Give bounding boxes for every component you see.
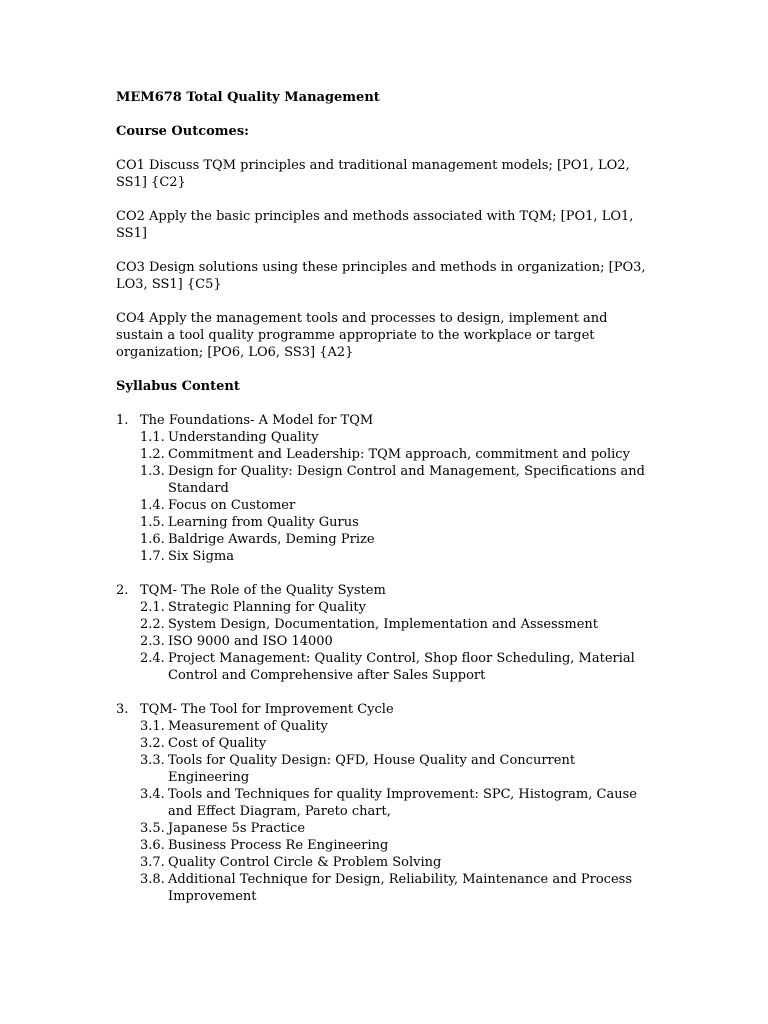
item-text: Tools for Quality Design: QFD, House Quality and Concurrent Engineering xyxy=(168,753,576,785)
item-number: 3.1. xyxy=(140,719,165,734)
section-number: 3. xyxy=(116,702,129,717)
item-number: 3.5. xyxy=(140,821,165,836)
list-item xyxy=(116,735,648,752)
list-item xyxy=(116,752,648,786)
section-number: 1. xyxy=(116,413,129,428)
section-heading xyxy=(116,412,648,429)
document-content xyxy=(116,89,648,905)
item-number: 3.7. xyxy=(140,855,165,870)
item-number: 3.2. xyxy=(140,736,165,751)
list-item xyxy=(116,820,648,837)
item-number: 1.7. xyxy=(140,549,165,564)
item-number: 3.8. xyxy=(140,872,165,887)
list-item xyxy=(116,786,648,820)
course-outcome-1: CO1 Discuss TQM principles and traditional management models; [PO1, LO2, SS1] {C2} xyxy=(116,158,630,190)
item-number: 1.4. xyxy=(140,498,165,513)
item-number: 3.3. xyxy=(140,753,165,768)
list-item xyxy=(116,446,648,463)
item-number: 1.5. xyxy=(140,515,165,530)
item-text: ISO 9000 and ISO 14000 xyxy=(168,634,333,649)
item-text: Six Sigma xyxy=(168,549,234,564)
item-number: 1.1. xyxy=(140,430,165,445)
section-title: TQM- The Role of the Quality System xyxy=(140,583,386,598)
course-outcomes-heading: Course Outcomes: xyxy=(116,124,249,139)
item-text: System Design, Documentation, Implementation and Assessment xyxy=(168,617,598,632)
item-text: Learning from Quality Gurus xyxy=(168,515,359,530)
list-item xyxy=(116,548,648,565)
item-number: 1.6. xyxy=(140,532,165,547)
list-item xyxy=(116,616,648,633)
item-number: 2.2. xyxy=(140,617,165,632)
item-number: 1.3. xyxy=(140,464,165,479)
item-number: 2.3. xyxy=(140,634,165,649)
syllabus-section-2 xyxy=(116,582,648,684)
list-item xyxy=(116,497,648,514)
item-text: Strategic Planning for Quality xyxy=(168,600,366,615)
list-item xyxy=(116,837,648,854)
syllabus-section-3 xyxy=(116,701,648,905)
item-text: Design for Quality: Design Control and Management, Specifications and Standard xyxy=(168,464,645,496)
item-text: Measurement of Quality xyxy=(168,719,328,734)
item-text: Japanese 5s Practice xyxy=(168,821,306,836)
item-number: 2.4. xyxy=(140,651,165,666)
list-item xyxy=(116,718,648,735)
list-item xyxy=(116,463,648,497)
list-item xyxy=(116,650,648,684)
list-item xyxy=(116,854,648,871)
list-item xyxy=(116,633,648,650)
course-outcome-2: CO2 Apply the basic principles and methods associated with TQM; [PO1, LO1, SS1] xyxy=(116,209,634,241)
list-item xyxy=(116,531,648,548)
section-number: 2. xyxy=(116,583,129,598)
syllabus-content-heading: Syllabus Content xyxy=(116,379,240,394)
item-text: Focus on Customer xyxy=(168,498,296,513)
section-title: The Foundations- A Model for TQM xyxy=(140,413,374,428)
section-heading xyxy=(116,582,648,599)
list-item xyxy=(116,599,648,616)
item-number: 1.2. xyxy=(140,447,165,462)
item-text: Project Management: Quality Control, Shop floor Scheduling, Material Control and Comprehensive after Sales Support xyxy=(168,651,635,683)
item-text: Understanding Quality xyxy=(168,430,319,445)
item-text: Business Process Re Engineering xyxy=(168,838,389,853)
item-text: Baldrige Awards, Deming Prize xyxy=(168,532,375,547)
list-item xyxy=(116,871,648,905)
item-text: Additional Technique for Design, Reliability, Maintenance and Process Improvement xyxy=(168,872,633,904)
course-outcome-4: CO4 Apply the management tools and processes to design, implement and sustain a tool quality programme appropriate to the workplace or target organization; [PO6, LO6, SS3] {A2} xyxy=(116,311,608,360)
item-text: Commitment and Leadership: TQM approach, commitment and policy xyxy=(168,447,630,462)
item-text: Quality Control Circle & Problem Solving xyxy=(168,855,442,870)
course-outcome-3: CO3 Design solutions using these principles and methods in organization; [PO3, LO3, SS1] {C5} xyxy=(116,260,646,292)
section-title: TQM- The Tool for Improvement Cycle xyxy=(140,702,394,717)
syllabus-section-1 xyxy=(116,412,648,565)
item-number: 3.4. xyxy=(140,787,165,802)
document-title: MEM678 Total Quality Management xyxy=(116,90,380,105)
list-item xyxy=(116,514,648,531)
list-item xyxy=(116,429,648,446)
section-heading xyxy=(116,701,648,718)
item-number: 3.6. xyxy=(140,838,165,853)
item-number: 2.1. xyxy=(140,600,165,615)
item-text: Tools and Techniques for quality Improvement: SPC, Histogram, Cause and Effect Diagram, Pareto chart, xyxy=(168,787,637,819)
item-text: Cost of Quality xyxy=(168,736,267,751)
